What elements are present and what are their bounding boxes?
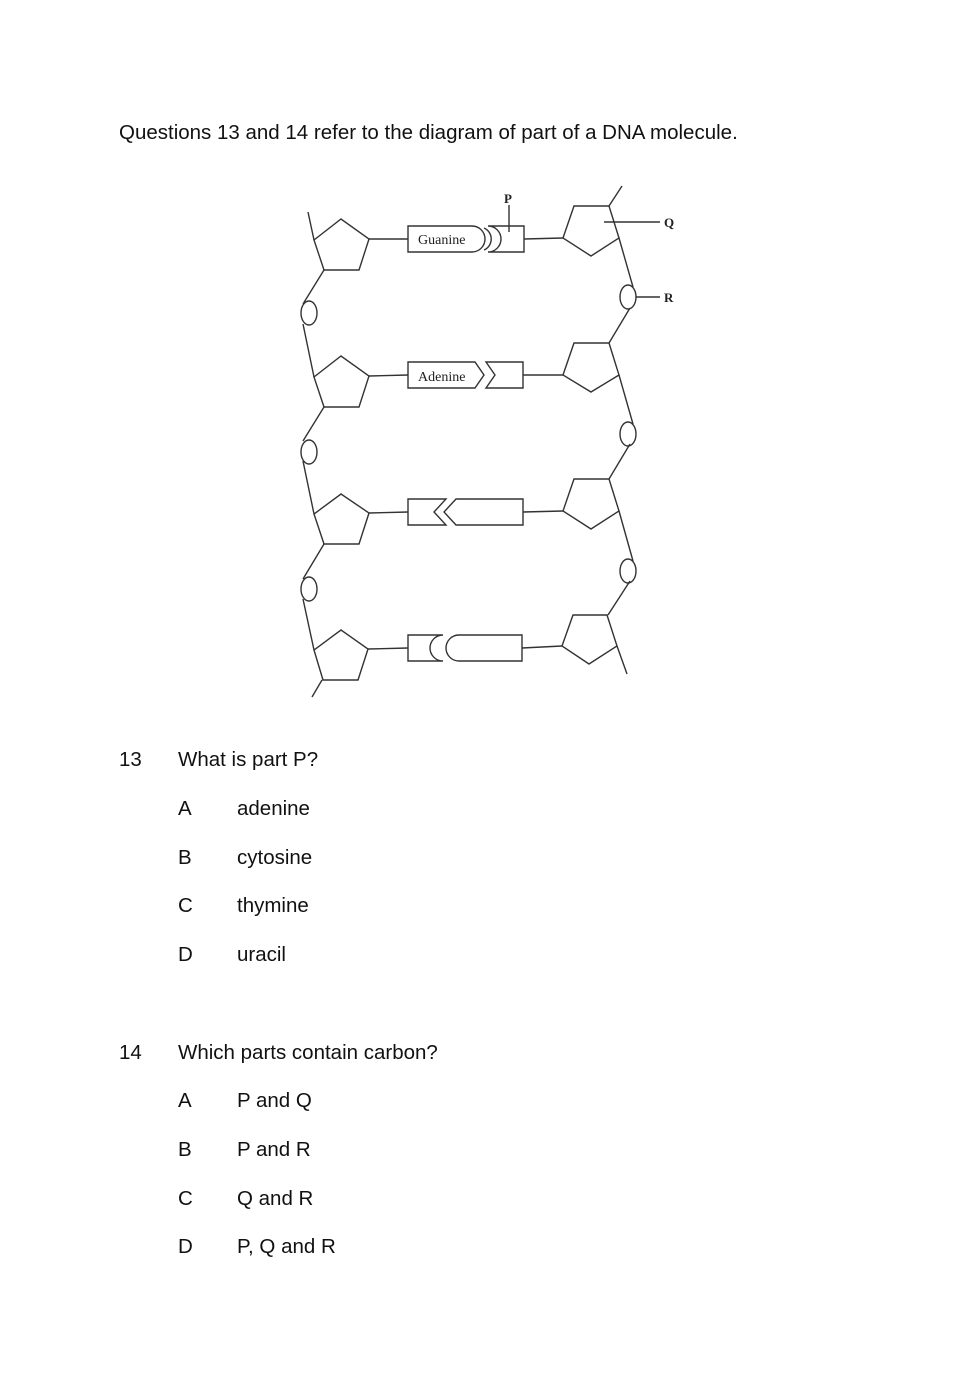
left-strand: [301, 212, 369, 697]
base-pair-guanine: [408, 191, 524, 252]
adenine-partner-base: [486, 362, 523, 388]
phosphate-oval-right-1: [620, 285, 636, 309]
base-connectors: [368, 238, 563, 649]
option-text: cytosine: [237, 846, 313, 869]
base-pair-adenine: [408, 362, 523, 388]
option-text: thymine: [237, 894, 309, 917]
phosphate-oval-left-3: [301, 577, 317, 601]
phosphate-oval-left-1: [301, 301, 317, 325]
base-pair-4: [408, 635, 522, 661]
guanine-label: Guanine: [418, 233, 466, 248]
phosphate-oval-right-3: [620, 559, 636, 583]
intro-text: Questions 13 and 14 refer to the diagram of part of a DNA molecule.: [119, 121, 738, 144]
question-stem: What is part P?: [178, 748, 319, 771]
sugar-pentagon-right-4: [562, 615, 617, 664]
base-3-right: [444, 499, 523, 525]
sugar-pentagon-left-2: [314, 356, 369, 407]
label-r: R: [664, 290, 674, 305]
option-text: P, Q and R: [237, 1235, 336, 1258]
option-letter: B: [178, 846, 192, 869]
option-letter: D: [178, 943, 193, 966]
option-letter: B: [178, 1138, 192, 1161]
option-letter: D: [178, 1235, 193, 1258]
base-p: [488, 226, 524, 252]
sugar-pentagon-right-3: [563, 479, 619, 529]
sugar-pentagon-right-1: [563, 206, 619, 256]
option-text: uracil: [237, 943, 286, 966]
option-text: P and Q: [237, 1089, 312, 1112]
part-labels: [604, 215, 674, 305]
base-pair-3: [408, 499, 523, 525]
phosphate-oval-right-2: [620, 422, 636, 446]
sugar-pentagon-left-1: [314, 219, 369, 270]
label-p: P: [504, 191, 512, 206]
sugar-pentagon-left-3: [314, 494, 369, 544]
option-letter: A: [178, 1089, 192, 1112]
option-letter: A: [178, 797, 192, 820]
question-number: 13: [119, 748, 142, 771]
adenine-label: Adenine: [418, 370, 466, 385]
option-text: Q and R: [237, 1187, 314, 1210]
option-letter: C: [178, 1187, 193, 1210]
phosphate-oval-left-2: [301, 440, 317, 464]
base-4-right: [446, 635, 522, 661]
sugar-pentagon-right-2: [563, 343, 619, 392]
option-text: adenine: [237, 797, 310, 820]
sugar-pentagon-left-4: [314, 630, 368, 680]
right-strand: [562, 186, 636, 674]
question-number: 14: [119, 1041, 142, 1064]
option-text: P and R: [237, 1138, 311, 1161]
option-letter: C: [178, 894, 193, 917]
base-4-left: [408, 635, 443, 661]
label-q: Q: [664, 215, 675, 230]
question-stem: Which parts contain carbon?: [178, 1041, 438, 1064]
base-3-left: [408, 499, 446, 525]
